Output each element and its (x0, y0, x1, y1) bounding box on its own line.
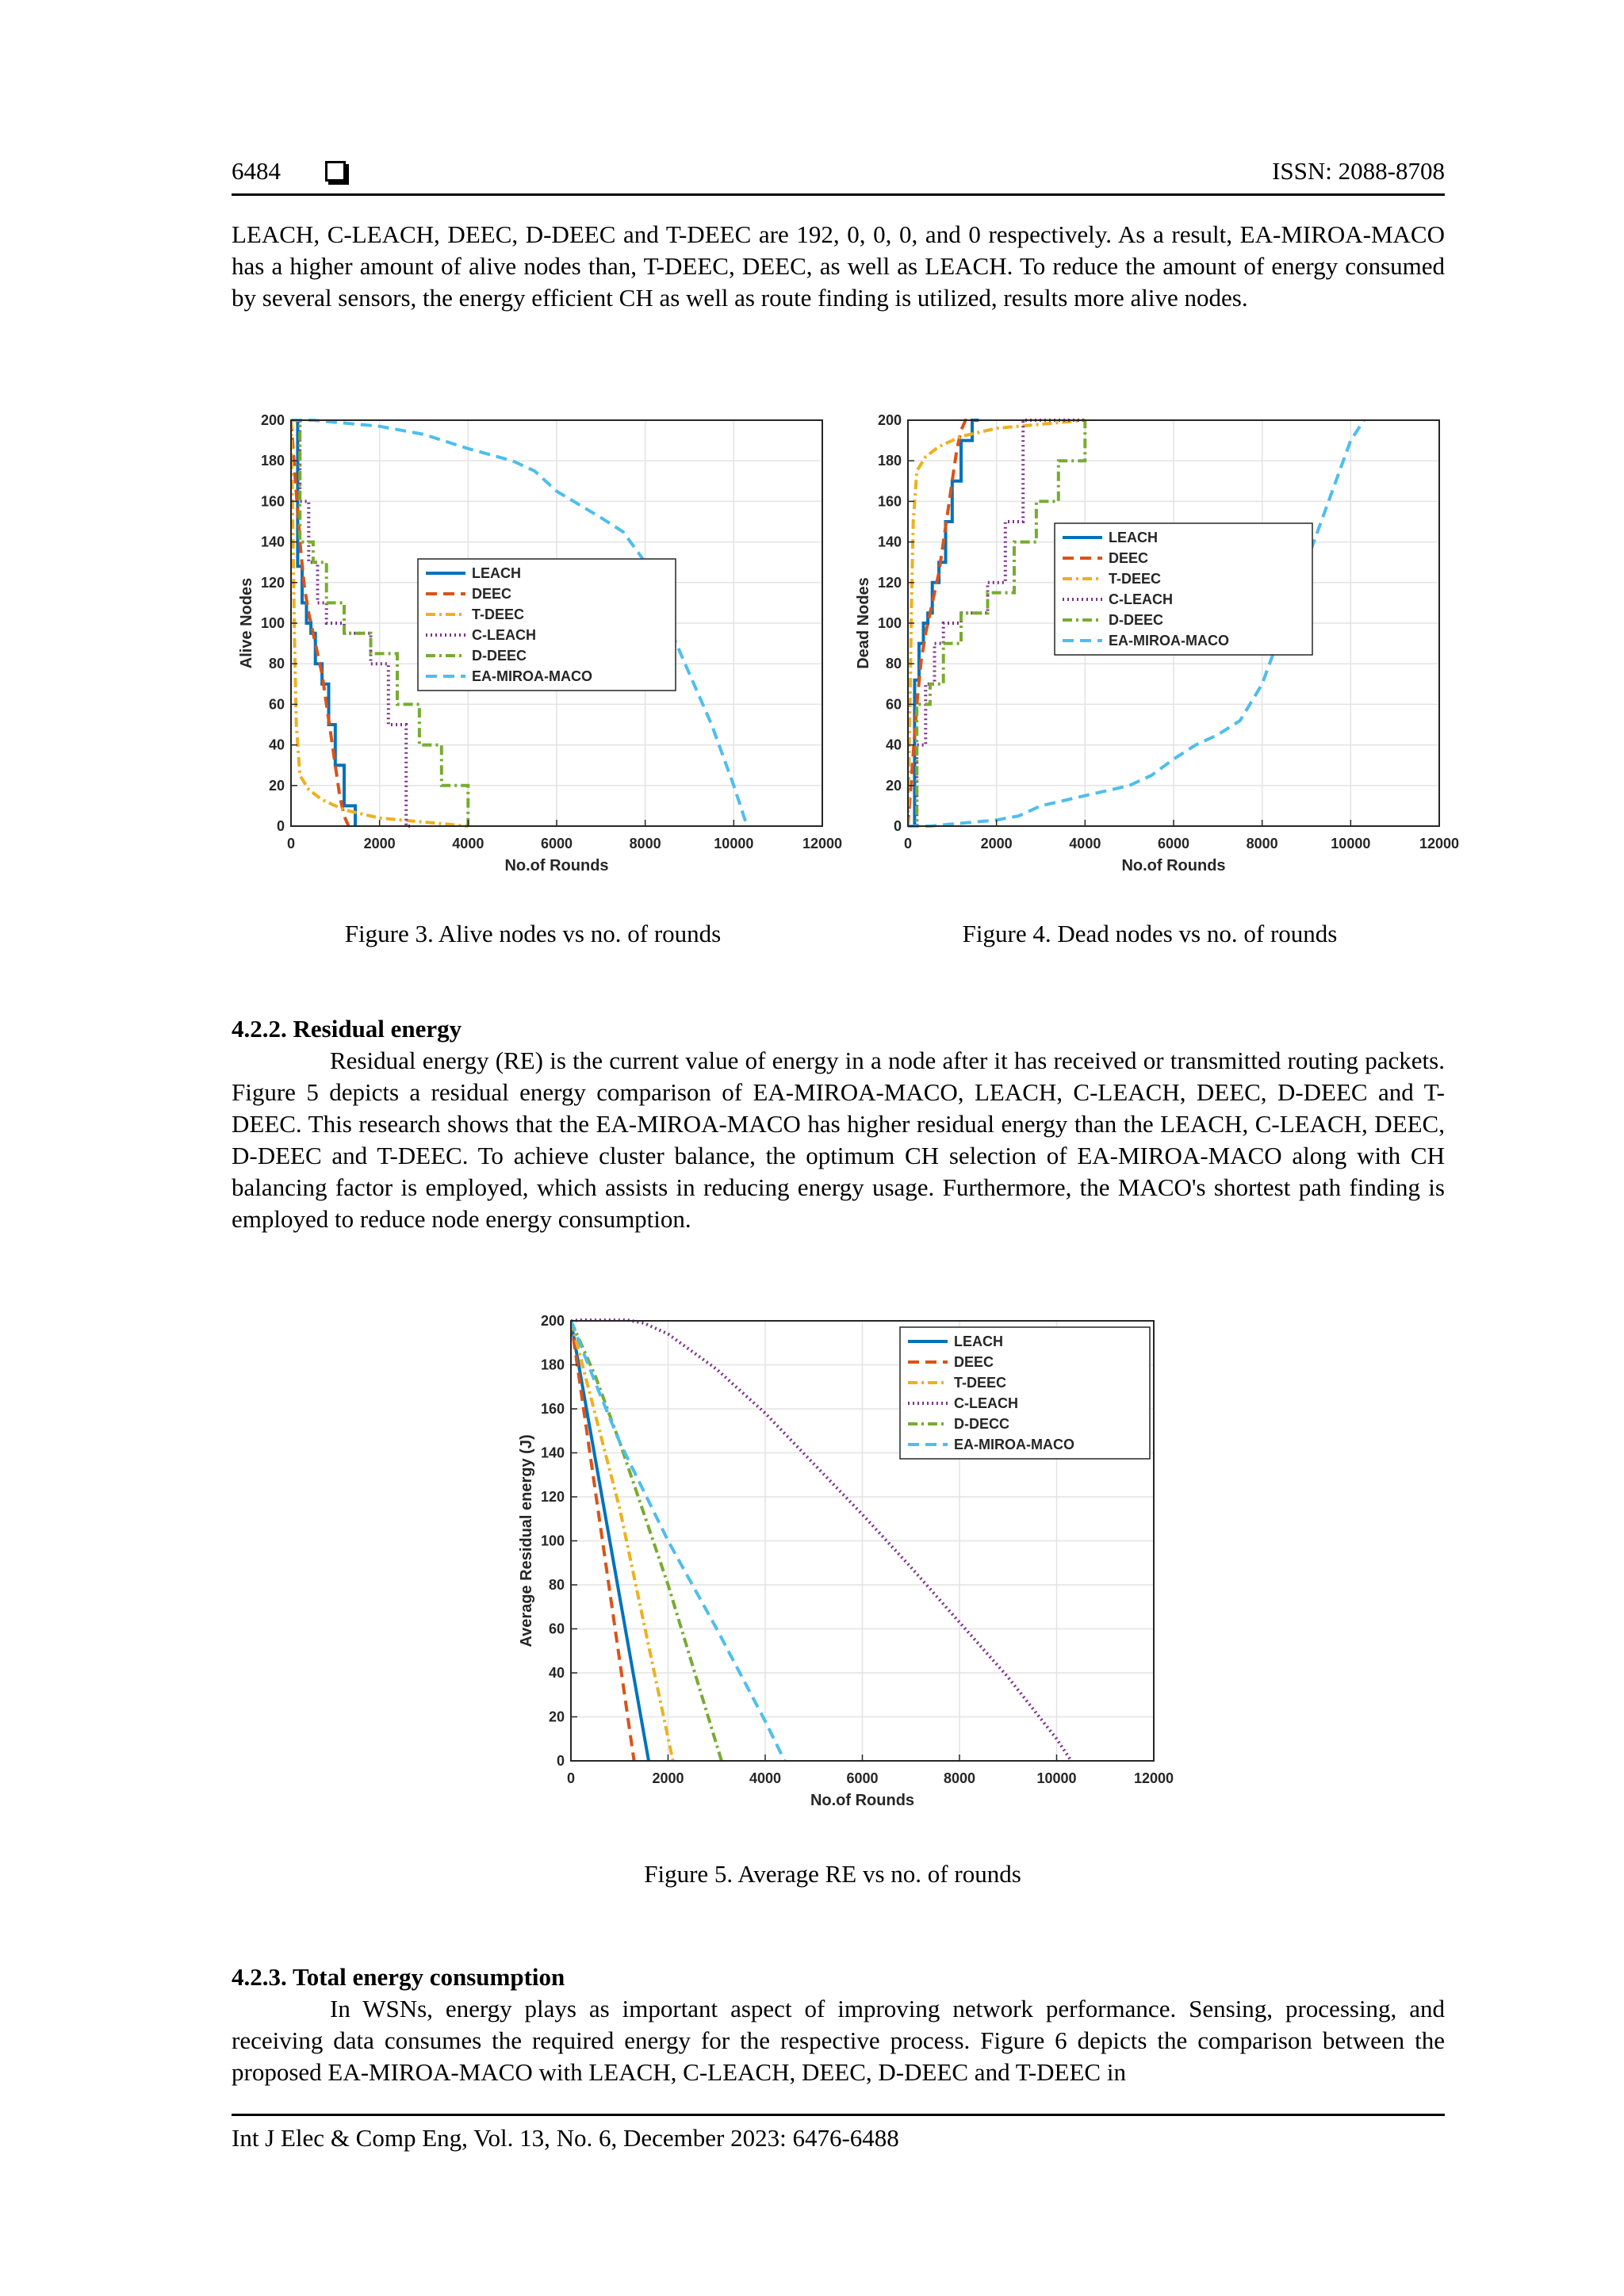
figure-3-caption: Figure 3. Alive nodes vs no. of rounds (344, 920, 722, 947)
legend-label-t-deec: T-DEEC (472, 607, 525, 622)
x-tick-label: 4000 (749, 1770, 782, 1786)
y-tick-label: 180 (260, 453, 285, 469)
figure-4 (848, 412, 1460, 888)
y-tick-label: 120 (540, 1489, 565, 1505)
total-energy-paragraph: In WSNs, energy plays as important aspect of improving network performance. Sensing, processing, and receiving data consumes the required energy for the respective process. Figure 6 depicts the comparison between the proposed EA-MIROA-MACO with LEACH, C-LEACH, DEEC, D-DEEC and T-DEEC in (232, 1995, 1445, 2086)
y-axis-label: Dead Nodes (855, 577, 872, 669)
x-tick-label: 12000 (802, 836, 843, 851)
x-tick-label: 6000 (846, 1770, 879, 1786)
legend-label-t-deec: T-DEEC (954, 1375, 1007, 1391)
x-tick-label: 0 (903, 836, 913, 851)
legend-label-ea-miroa-maco: EA-MIROA-MACO (472, 668, 592, 684)
legend (1055, 523, 1312, 655)
figure-4-chart (848, 412, 1460, 888)
y-tick-label: 40 (268, 737, 285, 753)
y-tick-label: 120 (260, 574, 285, 591)
legend-label-leach: LEACH (472, 565, 521, 581)
y-tick-label: 0 (893, 818, 902, 834)
section-heading-residual-energy: 4.2.2. Residual energy (232, 1015, 462, 1043)
x-tick-label: 12000 (1133, 1770, 1174, 1786)
y-tick-label: 100 (260, 615, 285, 631)
legend (418, 559, 676, 691)
legend (900, 1327, 1150, 1459)
figure-5-chart (500, 1313, 1174, 1833)
y-tick-label: 20 (548, 1709, 565, 1725)
x-tick-label: 2000 (652, 1770, 684, 1786)
legend-label-t-deec: T-DEEC (1109, 571, 1162, 587)
x-tick-label: 2000 (980, 836, 1013, 851)
x-tick-label: 10000 (714, 836, 754, 851)
y-tick-label: 180 (540, 1357, 565, 1373)
y-tick-label: 140 (540, 1445, 565, 1461)
residual-energy-paragraph: Residual energy (RE) is the current value of energy in a node after it has received or transmitted routing packets. Figure 5 depicts a residual energy comparison of EA-MIROA-MACO, LEACH, C-LEACH, DEEC, D-DEEC and T-DEEC. This research shows that the EA-MIROA-MACO has higher residual energy than the LEACH, C-LEACH, DEEC, D-DEEC and T-DEEC. To achieve cluster balance, the optimum CH selection of EA-MIROA-MACO along with CH balancing factor is employed, which assists in reducing energy usage. Furthermore, the MACO's shortest path finding is employed to reduce node energy consumption. (232, 1047, 1445, 1233)
y-tick-label: 160 (260, 493, 285, 510)
y-tick-label: 140 (877, 534, 902, 550)
y-tick-label: 120 (877, 574, 902, 591)
page-number: 6484 (232, 157, 281, 185)
y-tick-label: 140 (260, 534, 285, 550)
legend-label-leach: LEACH (954, 1334, 1003, 1349)
x-tick-label: 8000 (943, 1770, 976, 1786)
legend-label-d-deec: D-DEEC (1109, 612, 1164, 628)
y-tick-label: 40 (548, 1665, 565, 1681)
y-tick-label: 100 (540, 1533, 565, 1549)
y-tick-label: 100 (877, 615, 902, 631)
x-tick-label: 6000 (1157, 836, 1190, 851)
x-axis-label: No.of Rounds (810, 1792, 915, 1809)
y-tick-label: 160 (877, 493, 902, 510)
x-tick-label: 0 (566, 1770, 576, 1786)
x-tick-label: 10000 (1036, 1770, 1077, 1786)
y-tick-label: 80 (885, 656, 902, 672)
y-tick-label: 80 (548, 1577, 565, 1593)
legend-label-d-deec: D-DEEC (472, 648, 527, 664)
legend-label-c-leach: C-LEACH (954, 1395, 1018, 1411)
figure-5-caption: Figure 5. Average RE vs no. of rounds (644, 1860, 1021, 1888)
figure-5 (500, 1313, 1174, 1833)
figure-4-caption: Figure 4. Dead nodes vs no. of rounds (962, 920, 1338, 947)
y-tick-label: 0 (556, 1753, 565, 1769)
y-tick-label: 160 (540, 1401, 565, 1417)
x-tick-label: 0 (286, 836, 296, 851)
footer-citation: Int J Elec & Comp Eng, Vol. 13, No. 6, December 2023: 6476-6488 (232, 2124, 899, 2152)
legend-label-leach: LEACH (1109, 530, 1158, 545)
x-tick-label: 10000 (1331, 836, 1371, 851)
legend-label-d-decc: D-DECC (954, 1416, 1009, 1432)
y-axis-label: Alive Nodes (238, 577, 255, 669)
intro-paragraph: LEACH, C-LEACH, DEEC, D-DEEC and T-DEEC are 192, 0, 0, 0, and 0 respectively. As a result, EA-MIROA-MACO has a higher amount of alive nodes than, T-DEEC, DEEC, as well as LEACH. To reduce the amount of energy consumed by several sensors, the energy efficient CH as well as route finding is utilized, results more alive nodes. (232, 220, 1445, 312)
x-tick-label: 8000 (1246, 836, 1278, 851)
y-axis-label: Average Residual energy (J) (518, 1434, 535, 1647)
legend-label-c-leach: C-LEACH (472, 627, 536, 643)
y-tick-label: 0 (276, 818, 285, 834)
section-heading-total-energy: 4.2.3. Total energy consumption (232, 1963, 565, 1991)
issn-label: ISSN: 2088-8708 (1272, 157, 1445, 185)
y-tick-label: 60 (268, 696, 285, 713)
y-tick-label: 200 (540, 1313, 565, 1329)
x-axis-label: No.of Rounds (1121, 857, 1226, 874)
legend-label-ea-miroa-maco: EA-MIROA-MACO (954, 1437, 1074, 1452)
y-tick-label: 60 (548, 1621, 565, 1637)
y-tick-label: 20 (268, 777, 285, 794)
y-tick-label: 20 (885, 777, 902, 794)
legend-label-deec: DEEC (472, 586, 512, 602)
y-tick-label: 180 (877, 453, 902, 469)
y-tick-label: 80 (268, 656, 285, 672)
legend-label-deec: DEEC (1109, 550, 1149, 566)
x-tick-label: 2000 (363, 836, 396, 851)
legend-label-deec: DEEC (954, 1354, 994, 1370)
figure-3 (232, 412, 843, 888)
checkbox-square-icon (325, 161, 346, 182)
y-tick-label: 200 (260, 412, 285, 428)
legend-label-c-leach: C-LEACH (1109, 591, 1173, 607)
x-tick-label: 6000 (540, 836, 573, 851)
y-tick-label: 40 (885, 737, 902, 753)
x-tick-label: 8000 (629, 836, 661, 851)
x-tick-label: 4000 (452, 836, 485, 851)
page-header (232, 155, 1445, 196)
y-tick-label: 60 (885, 696, 902, 713)
x-tick-label: 12000 (1419, 836, 1460, 851)
y-tick-label: 200 (877, 412, 902, 428)
legend-label-ea-miroa-maco: EA-MIROA-MACO (1109, 633, 1229, 649)
x-tick-label: 4000 (1069, 836, 1101, 851)
x-axis-label: No.of Rounds (504, 857, 609, 874)
page-footer (232, 2114, 1445, 2154)
figure-3-chart (232, 412, 843, 888)
